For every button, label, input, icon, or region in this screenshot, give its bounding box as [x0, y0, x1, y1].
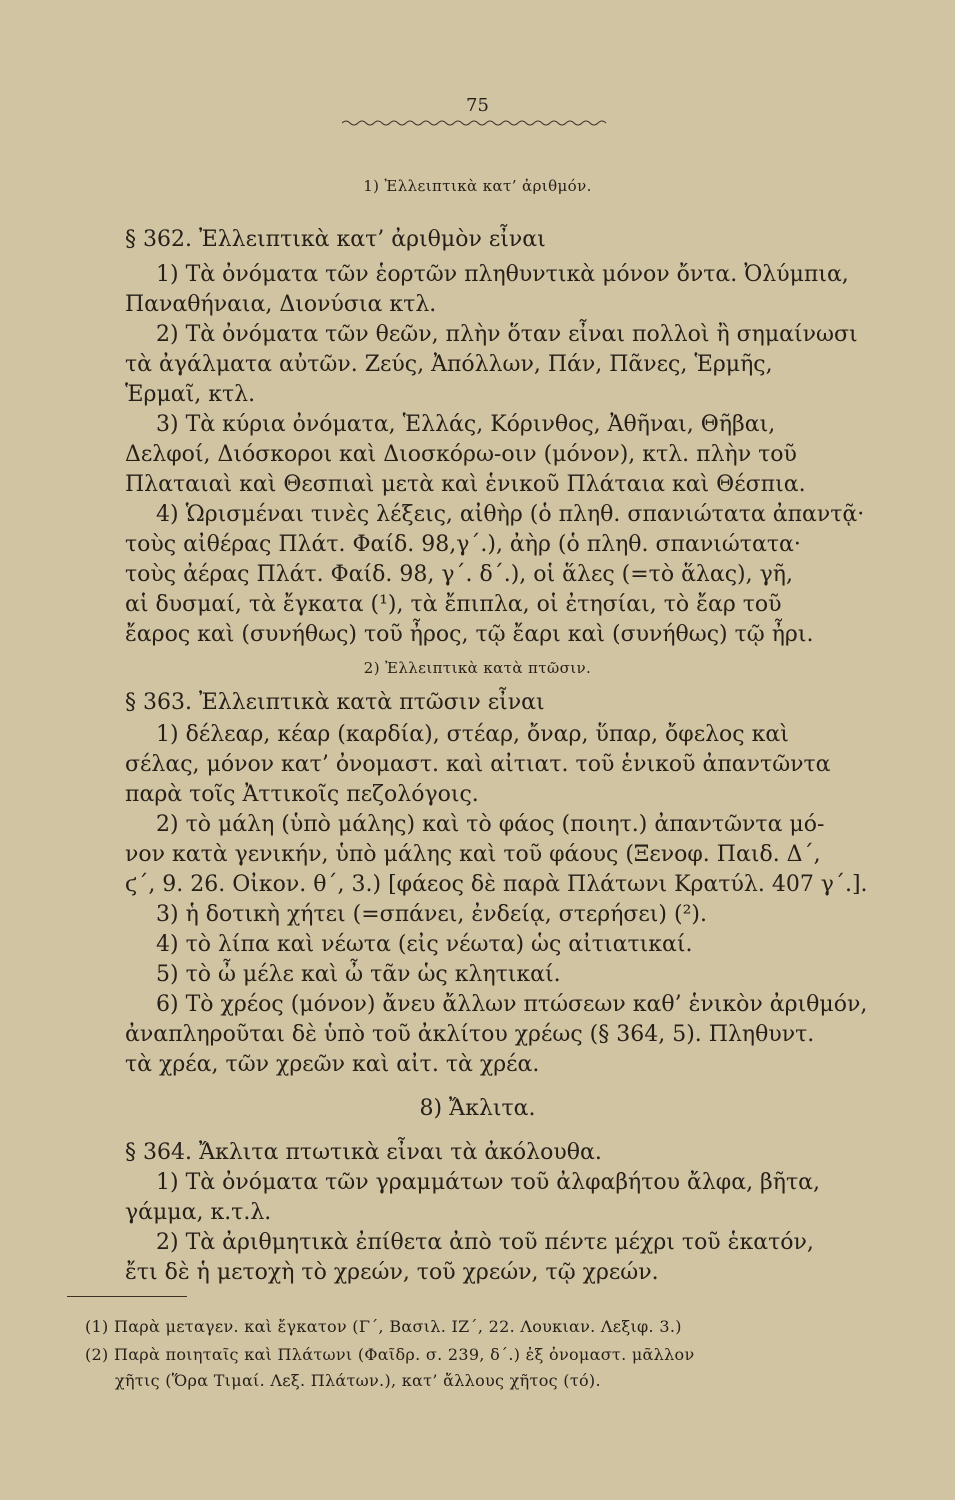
text-line: 2) Τὰ ὀνόματα τῶν θεῶν, πλὴν ὅταν εἶναι πολλοὶ ἢ σημαίνωσι — [156, 322, 858, 347]
text-line: 1) Τὰ ὀνόματα τῶν ἑορτῶν πληθυντικὰ μόνον ὄντα. Ὀλύμπια, — [156, 262, 849, 287]
text-line: τὰ ἀγάλματα αὐτῶν. Ζεύς, Ἀπόλλων, Πάν, Πᾶνες, Ἑρμῆς, — [125, 352, 773, 377]
text-line: τὰ χρέα, τῶν χρεῶν καὶ αἰτ. τὰ χρέα. — [125, 1052, 540, 1077]
footnote: (1) Παρὰ μεταγεν. καὶ ἔγκατον (Γ΄, Βασιλ. ΙΖ΄, 22. Λουκιαν. Λεξιφ. 3.) — [85, 1317, 682, 1336]
footnote-separator — [67, 1296, 187, 1297]
text-line: 4) Ὡρισμέναι τινὲς λέξεις, αἰθὴρ (ὁ πληθ. σπανιώτατα ἀπαντᾷ· — [156, 502, 865, 527]
text-line: 2) τὸ μάλη (ὑπὸ μάλης) καὶ τὸ φάος (ποιητ.) ἀπαντῶντα μό- — [156, 812, 825, 837]
subsection-heading: 2) Ἐλλειπτικὰ κατὰ πτῶσιν. — [363, 659, 592, 677]
text-line: 3) Τὰ κύρια ὀνόματα, Ἑλλάς, Κόρινθος, Ἀθῆναι, Θῆβαι, — [156, 412, 776, 437]
text-line: σέλας, μόνον κατ’ ὀνομαστ. καὶ αἰτιατ. τοῦ ἑνικοῦ ἀπαντῶντα — [125, 752, 831, 777]
text-line: Δελφοί, Διόσκοροι καὶ Διοσκόρω-οιν (μόνον), κτλ. πλὴν τοῦ — [125, 442, 797, 467]
text-line: νον κατὰ γενικήν, ὑπὸ μάλης καὶ τοῦ φάους (Ξενοφ. Παιδ. Δ΄, — [125, 842, 821, 867]
text-line: 1) Τὰ ὀνόματα τῶν γραμμάτων τοῦ ἀλφαβήτου ἄλφα, βῆτα, — [156, 1170, 820, 1195]
section-362-heading: § 362. Ἐλλειπτικὰ κατ’ ἀριθμὸν εἶναι — [125, 227, 546, 252]
text-line: Παναθήναια, Διονύσια κτλ. — [125, 292, 437, 317]
text-line: παρὰ τοῖς Ἀττικοῖς πεζολόγοις. — [125, 782, 479, 807]
page-number-ornament — [342, 118, 612, 128]
subsection-heading: 8) Ἄκλιτα. — [419, 1096, 536, 1121]
text-line: 3) ἡ δοτικὴ χήτει (=σπάνει, ἐνδείᾳ, στερήσει) (²). — [156, 902, 707, 927]
text-line: 2) Τὰ ἀριθμητικὰ ἐπίθετα ἀπὸ τοῦ πέντε μέχρι τοῦ ἑκατόν, — [156, 1230, 814, 1255]
page-number: 75 — [466, 95, 489, 116]
text-line: Πλαταιαὶ καὶ Θεσπιαὶ μετὰ καὶ ἑνικοῦ Πλάταια καὶ Θέσπια. — [125, 472, 806, 497]
text-line: ἔτι δὲ ἡ μετοχὴ τὸ χρεών, τοῦ χρεών, τῷ χρεών. — [125, 1260, 659, 1285]
text-line: 4) τὸ λίπα καὶ νέωτα (εἰς νέωτα) ὡς αἰτιατικαί. — [156, 932, 693, 957]
text-line: τοὺς αἰθέρας Πλάτ. Φαίδ. 98,γ΄.), ἀὴρ (ὁ πληθ. σπανιώτατα· — [125, 532, 801, 557]
text-line: Ἑρμαῖ, κτλ. — [125, 382, 256, 407]
subsection-heading: 1) Ἐλλειπτικὰ κατ’ ἀριθμόν. — [363, 177, 592, 195]
text-line: αἱ δυσμαί, τὰ ἔγκατα (¹), τὰ ἔπιπλα, οἱ ἐτησίαι, τὸ ἔαρ τοῦ — [125, 592, 782, 617]
text-line: 6) Τὸ χρέος (μόνον) ἄνευ ἄλλων πτώσεων καθ’ ἑνικὸν ἀριθμόν, — [156, 992, 868, 1017]
section-364-heading: § 364. Ἄκλιτα πτωτικὰ εἶναι τὰ ἀκόλουθα. — [125, 1140, 602, 1165]
text-line: ἔαρος καὶ (συνήθως) τοῦ ἦρος, τῷ ἔαρι καὶ (συνήθως) τῷ ἦρι. — [125, 622, 814, 647]
footnote: χῆτις (Ὅρα Τιμαί. Λεξ. Πλάτων.), κατ’ ἄλλους χῆτος (τό). — [115, 1371, 601, 1390]
text-line: ἀναπληροῦται δὲ ὑπὸ τοῦ ἀκλίτου χρέως (§ 364, 5). Πληθυντ. — [125, 1022, 815, 1047]
text-line: τοὺς ἀέρας Πλάτ. Φαίδ. 98, γ΄. δ΄.), οἱ ἅλες (=τὸ ἅλας), γῆ, — [125, 562, 793, 587]
footnote: (2) Παρὰ ποιηταῖς καὶ Πλάτωνι (Φαῖδρ. σ. 239, δ΄.) ἐξ ὀνομαστ. μᾶλλον — [85, 1345, 695, 1364]
text-line: ϛ΄, 9. 26. Οἰκον. θ΄, 3.) [φάεος δὲ παρὰ Πλάτωνι Κρατύλ. 407 γ΄.]. — [125, 872, 868, 897]
text-line: γάμμα, κ.τ.λ. — [125, 1200, 272, 1225]
text-line: 5) τὸ ὦ μέλε καὶ ὦ τᾶν ὡς κλητικαί. — [156, 962, 561, 987]
section-363-heading: § 363. Ἐλλειπτικὰ κατὰ πτῶσιν εἶναι — [125, 690, 545, 715]
text-line: 1) δέλεαρ, κέαρ (καρδία), στέαρ, ὄναρ, ὕπαρ, ὄφελος καὶ — [156, 722, 789, 747]
